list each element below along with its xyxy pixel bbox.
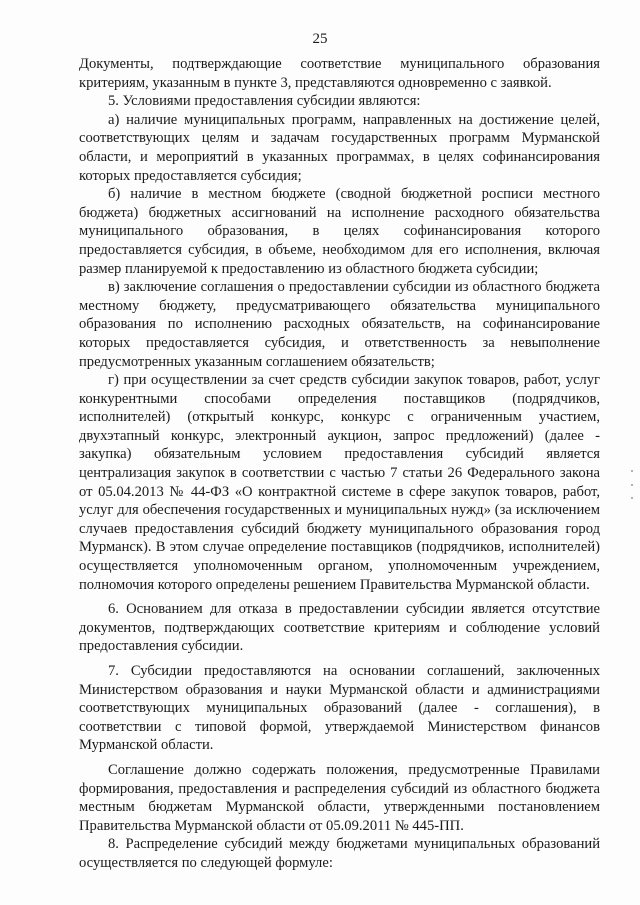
scan-speck xyxy=(631,484,633,486)
document-body xyxy=(79,55,600,873)
intro-paragraph: Документы, подтверждающие соответствие муниципального образования критериям, указанным в пункте 3, представляются одновременно с заявкой. xyxy=(79,56,600,91)
section-5-heading: 5. Условиями предоставления субсидии являются: xyxy=(108,93,421,110)
condition-c-paragraph: в) заключение соглашения о предоставлении субсидии из областного бюджета местному бюджету, предусматривающего обязательства муниципального образования по исполнению расходных обязательств, на софинансирование которых предоставляется субсидия, и ответственность за невыполнение предусмотренных указанным соглашением обязательств; xyxy=(79,279,600,370)
condition-a-paragraph: а) наличие муниципальных программ, направленных на достижение целей, соответствующих целям и задачам государственных программ Мурманской области, и мероприятий в указанных программах, в целях софинансирования которых предоставляется субсидия; xyxy=(79,111,600,184)
section-7-paragraph: 7. Субсидии предоставляются на основании соглашений, заключенных Министерством образования и науки Мурманской области и администрациями соответствующих муниципальных образований (далее - соглашения), в соответствии с типовой формой, утверждаемой Министерством финансов Мурманской области. xyxy=(79,663,600,754)
agreement-paragraph: Соглашение должно содержать положения, предусмотренные Правилами формирования, предоставления и распределения субсидий из областного бюджета местным бюджетам Мурманской области, утвержденными постановлением Правительства Мурманской области от 05.09.2011 № 445-ПП. xyxy=(79,761,600,834)
section-8-paragraph: 8. Распределение субсидий между бюджетами муниципальных образований осуществляется по следующей формуле: xyxy=(79,836,600,871)
scan-speck xyxy=(631,470,633,472)
scan-speck xyxy=(631,497,633,499)
page-number: 25 xyxy=(312,31,328,47)
condition-b-paragraph: б) наличие в местном бюджете (сводной бюджетной росписи местного бюджета) бюджетных ассигнований на исполнение расходного обязательства муниципального образования, в целях софинансирования которого предоставляется субсидия, в объеме, необходимом для его исполнения, включая размер планируемой к предоставлению из областного бюджета субсидии; xyxy=(79,186,600,277)
condition-d-paragraph: г) при осуществлении за счет средств субсидии закупок товаров, работ, услуг конкурентными способами определения поставщиков (подрядчиков, исполнителей) (открытый конкурс, конкурс с ограниченным участием, двухэтапный конкурс, электронный аукцион, запрос предложений) (далее - закупка) обязательным условием предоставления субсидий является централизация закупок в соответствии с частью 7 статьи 26 Федерального закона от 05.04.2013 № 44-ФЗ «О контрактной системе в сфере закупок товаров, работ, услуг для обеспечения государственных и муниципальных нужд» (за исключением случаев предоставления субсидий бюджету муниципального образования город Мурманск). В этом случае определение поставщиков (подрядчиков, исполнителей) осуществляется уполномоченным органом, уполномоченным учреждением, полномочия которого определены решением Правительства Мурманской области. xyxy=(79,372,600,593)
section-6-paragraph: 6. Основанием для отказа в предоставлении субсидии является отсутствие документов, подтверждающих соответствие критериям и соблюдение условий предоставления субсидии. xyxy=(79,601,600,655)
